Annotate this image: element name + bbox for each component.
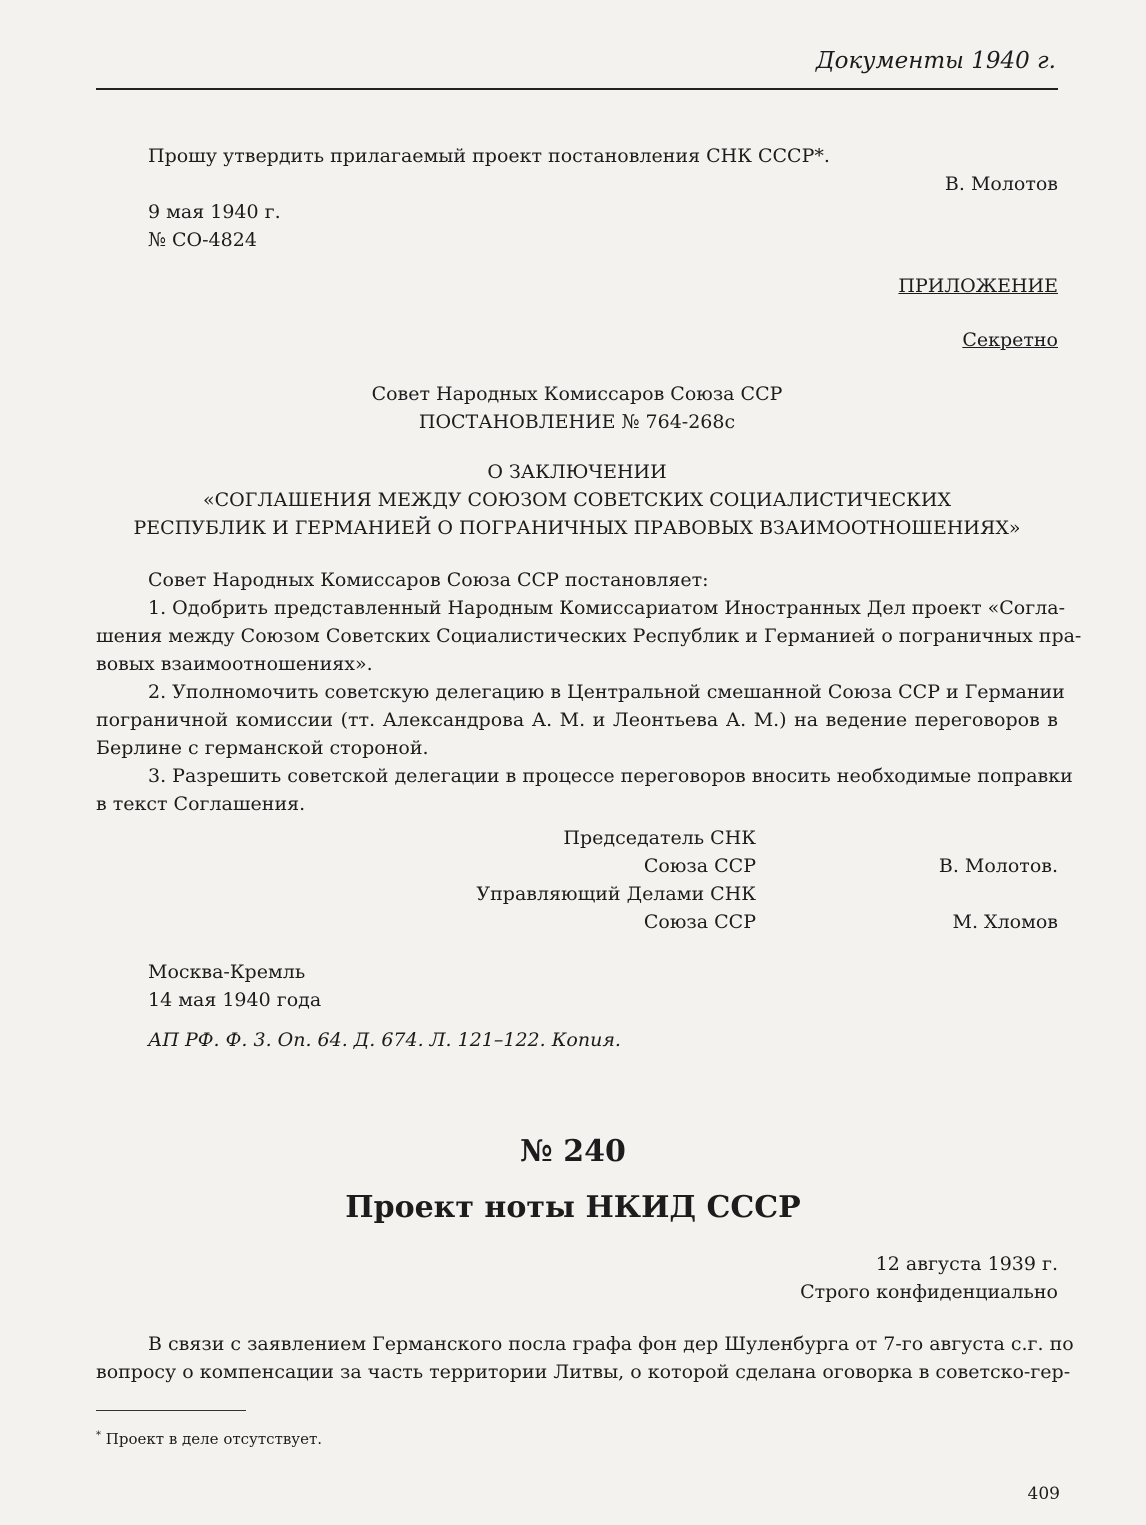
- decree-intro: Совет Народных Комиссаров Союза ССР постановляет:: [148, 569, 709, 591]
- manager-label-1: Управляющий Делами СНК: [476, 883, 756, 905]
- decree-subject-1: О ЗАКЛЮЧЕНИИ: [487, 461, 667, 483]
- decree-title: ПОСТАНОВЛЕНИЕ № 764-268с: [418, 411, 736, 433]
- appendix-label: ПРИЛОЖЕНИЕ: [898, 275, 1058, 297]
- manager-name: М. Хломов: [952, 911, 1058, 933]
- signature-molotov: В. Молотов: [944, 173, 1058, 195]
- chair-name: В. Молотов.: [938, 855, 1058, 877]
- place: Москва-Кремль: [148, 961, 306, 983]
- document-body: [96, 142, 1082, 1054]
- point-2-line-3: Берлине с германской стороной.: [96, 737, 429, 759]
- doc240-text-line-2: вопросу о компенсации за часть территории Литвы, о которой сделана оговорка в советско-гер-: [96, 1361, 1071, 1383]
- signature-chair: [96, 852, 1058, 880]
- doc240-classification: Строго конфиденциально: [800, 1281, 1058, 1303]
- footnote-rule: [96, 1410, 246, 1411]
- doc240-date: 12 августа 1939 г.: [875, 1253, 1058, 1275]
- decree-subject-3: РЕСПУБЛИК И ГЕРМАНИЕЙ О ПОГРАНИЧНЫХ ПРАВОВЫХ ВЗАИМООТНОШЕНИЯХ»: [133, 517, 1021, 539]
- document-title: Проект ноты НКИД СССР: [345, 1190, 801, 1225]
- point-1-line-1: 1. Одобрить представленный Народным Комиссариатом Иностранных Дел проект «Согла-: [148, 597, 1066, 619]
- footnote-mark: *: [96, 1430, 101, 1441]
- document-240-body: [96, 1250, 1074, 1386]
- signature-chair-title: [96, 824, 1058, 852]
- point-1-line-3: вовых взаимоотношениях».: [96, 653, 373, 675]
- running-header: [96, 44, 1058, 90]
- doc240-text-line-1: В связи с заявлением Германского посла графа фон дер Шуленбурга от 7-го августа с.г. по: [148, 1333, 1074, 1355]
- letter-number: № СО-4824: [148, 229, 257, 251]
- point-1-line-2: шения между Союзом Советских Социалистических Республик и Германией о пограничных пра-: [96, 625, 1082, 647]
- page-number: 409: [1027, 1484, 1060, 1504]
- signature-manager-title: [96, 880, 1058, 908]
- point-3-line-1: 3. Разрешить советской делегации в процессе переговоров вносить необходимые поправки: [148, 765, 1073, 787]
- chair-label-2: Союза ССР: [643, 855, 756, 877]
- signature-manager: [96, 908, 1058, 936]
- footnote-text: Проект в деле отсутствует.: [105, 1430, 323, 1448]
- secrecy-stamp: Секретно: [962, 329, 1058, 351]
- chair-label-1: Председатель СНК: [563, 827, 756, 849]
- request-line: Прошу утвердить прилагаемый проект постановления СНК СССР*.: [148, 145, 830, 167]
- decree-subject-2: «СОГЛАШЕНИЯ МЕЖДУ СОЮЗОМ СОВЕТСКИХ СОЦИАЛИСТИЧЕСКИХ: [203, 489, 951, 511]
- point-2-line-1: 2. Уполномочить советскую делегацию в Центральной смешанной Союза ССР и Германии: [148, 681, 1065, 703]
- point-2-line-2: пограничной комиссии (тт. Александрова А. М. и Леонтьева А. М.) на ведение переговоров в: [96, 709, 1058, 731]
- header-title: Документы 1940 г.: [815, 48, 1056, 74]
- decree-org: Совет Народных Комиссаров Союза ССР: [371, 383, 783, 405]
- footnote: [96, 1430, 322, 1448]
- letter-date: 9 мая 1940 г.: [148, 201, 281, 223]
- point-3-line-2: в текст Соглашения.: [96, 793, 306, 815]
- manager-label-2: Союза ССР: [643, 911, 756, 933]
- place-date: 14 мая 1940 года: [148, 989, 322, 1011]
- archive-reference: АП РФ. Ф. 3. Оп. 64. Д. 674. Л. 121–122. Копия.: [148, 1029, 621, 1051]
- document-number: № 240: [520, 1134, 626, 1169]
